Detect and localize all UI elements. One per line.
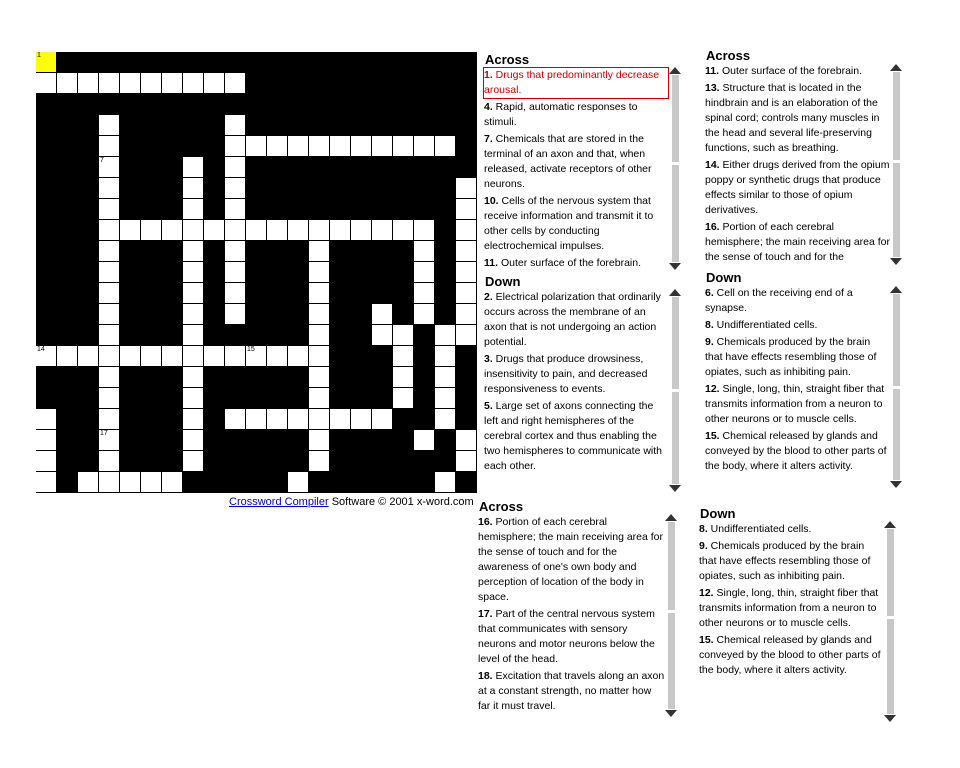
grid-cell[interactable] [309,241,329,261]
clue-item[interactable] [483,289,669,351]
scroll-down-icon[interactable] [669,263,681,270]
scrollbar-down-2[interactable] [890,286,902,488]
clue-item[interactable] [698,585,884,632]
clue-item[interactable] [698,538,884,585]
grid-cell[interactable] [57,346,77,366]
cell-number: 7 [100,157,104,164]
cell-number: 18 [58,472,66,479]
grid-cell[interactable] [99,241,119,261]
clue-panel-across-2 [704,48,890,265]
grid-cell[interactable] [183,241,203,261]
clue-item[interactable] [477,514,665,606]
cell-number: 8 [289,157,293,164]
grid-cell[interactable] [99,409,119,429]
grid-cell[interactable] [225,73,245,93]
grid-cell[interactable] [309,409,329,429]
grid-cell[interactable] [309,283,329,303]
footer-credit [229,496,474,508]
grid-cell[interactable] [99,472,119,492]
cell-number: 9 [394,157,398,164]
clue-panel-down-1 [483,274,669,492]
clue-number: 9. [705,336,714,348]
grid-cell[interactable] [393,325,413,345]
grid-cell[interactable] [414,262,434,282]
cell-number: 2 [100,52,104,59]
clue-number: 6. [705,287,714,299]
grid-cell[interactable] [456,241,476,261]
grid-cell[interactable] [414,430,434,450]
cell-number: 4 [205,94,209,101]
grid-cell[interactable] [456,199,476,219]
clue-number: 2. [484,291,493,303]
grid-cell[interactable] [225,178,245,198]
grid-cell[interactable] [99,451,119,471]
cell-number: 16 [205,388,213,395]
grid-cell[interactable] [183,430,203,450]
clue-text: Drugs that predominantly decrease arousal. [484,69,660,96]
grid-cell[interactable] [288,409,308,429]
grid-cell[interactable] [435,367,455,387]
clue-panel-down-3 [698,506,884,722]
grid-cell[interactable] [435,325,455,345]
grid-cell[interactable] [372,409,392,429]
grid-cell[interactable] [414,304,434,324]
clue-text: Portion of each cerebral hemisphere; the main receiving area for the sense of touch and for the awareness of one's own body and perception of location of the body in space. [478,516,664,603]
cell-number: 12 [37,304,45,311]
grid-cell[interactable] [183,178,203,198]
grid-cell[interactable] [225,409,245,429]
grid-cell[interactable] [225,346,245,366]
grid-cell[interactable] [435,409,455,429]
grid-cell[interactable] [372,136,392,156]
grid-cell[interactable] [99,136,119,156]
grid-cell[interactable] [456,283,476,303]
cell-number: 6 [436,115,440,122]
grid-cell[interactable] [120,346,140,366]
clue-item[interactable] [704,63,890,80]
grid-cell[interactable] [78,346,98,366]
grid-cell[interactable] [36,73,56,93]
panel-title: Down [700,506,736,521]
clue-text: Cells of the nervous system that receive information and transmit it to other cells by conducting electrochemical impulses. [484,195,654,252]
clue-item[interactable] [704,317,890,334]
clue-item[interactable] [704,157,890,219]
clue-number: 16. [705,221,720,233]
cell-number: 17 [100,430,108,437]
panel-title: Across [706,48,751,63]
grid-cell[interactable] [78,73,98,93]
grid-cell[interactable] [99,178,119,198]
grid-cell[interactable] [372,325,392,345]
grid-cell[interactable] [204,346,224,366]
footer-text: Software © 2001 x-word.com [328,496,474,508]
grid-cell[interactable] [456,325,476,345]
grid-cell[interactable] [246,136,266,156]
grid-cell[interactable] [309,325,329,345]
grid-cell[interactable] [141,220,161,240]
grid-cell[interactable] [141,346,161,366]
grid-cell[interactable] [330,220,350,240]
grid-cell[interactable] [456,430,476,450]
grid-cell[interactable] [99,220,119,240]
scrollbar-down-3[interactable] [884,521,896,722]
clue-number: 15. [705,430,720,442]
grid-cell[interactable] [225,157,245,177]
grid-cell[interactable] [36,472,56,492]
grid-cell[interactable] [435,136,455,156]
clue-number: 14. [705,159,720,171]
grid-cell[interactable] [99,367,119,387]
scroll-up-icon[interactable] [890,64,902,71]
grid-cell[interactable] [372,220,392,240]
clue-item[interactable] [704,285,890,317]
grid-cell[interactable] [141,73,161,93]
clue-number: 12. [699,587,714,599]
grid-cell[interactable] [204,220,224,240]
grid-cell[interactable] [120,472,140,492]
grid-cell[interactable] [456,220,476,240]
grid-cell[interactable] [351,220,371,240]
clue-number: 12. [705,383,720,395]
grid-cell[interactable] [435,346,455,366]
clue-text: Excitation that travels along an axon at a constant strength, no matter how far it must travel. [478,670,665,712]
clue-number: 18. [478,670,493,682]
clue-number: 10. [484,195,499,207]
grid-cell[interactable] [267,409,287,429]
grid-cell[interactable] [120,220,140,240]
clue-number: 15. [699,634,714,646]
clue-text: Chemicals that are stored in the terminal of an axon and that, when released, activate receptors of other neurons. [484,133,652,190]
clue-number: 17. [478,608,493,620]
clue-item[interactable] [698,632,884,679]
clue-number: 8. [705,319,714,331]
scroll-down-icon[interactable] [890,481,902,488]
grid-cell[interactable] [309,451,329,471]
clue-number: 16. [478,516,493,528]
scroll-up-icon[interactable] [669,67,681,74]
grid-cell[interactable] [414,136,434,156]
clue-text: Rapid, automatic responses to stimuli. [484,101,638,128]
clue-item[interactable] [483,131,669,193]
grid-cell[interactable] [120,73,140,93]
grid-cell[interactable] [183,283,203,303]
clue-item[interactable] [483,99,669,131]
clue-number: 7. [484,133,493,145]
grid-cell[interactable] [99,346,119,366]
grid-cell[interactable] [309,220,329,240]
grid-cell[interactable] [393,388,413,408]
clue-number: 4. [484,101,493,113]
scroll-up-icon[interactable] [665,514,677,521]
crossword-grid[interactable] [36,52,477,493]
clue-text: Structure that is located in the hindbrain and is an elaboration of the spinal cord; controls many muscles in the head and several life-preserving functions, such as breathing. [705,82,880,154]
scrollbar-down-1[interactable] [669,289,681,492]
cell-number: 1 [37,52,41,59]
clue-text: Undifferentiated cells. [713,319,818,331]
clue-number: 13. [705,82,720,94]
grid-cell[interactable] [288,220,308,240]
clue-number: 11. [484,257,499,269]
clue-text: Large set of axons connecting the left and right hemispheres of the cerebral cortex and thus enabling the two hemispheres to communicate with each other. [484,400,662,472]
scroll-up-icon[interactable] [884,521,896,528]
clue-item[interactable] [483,255,669,270]
panel-title: Across [479,499,524,514]
clue-text: Part of the central nervous system that communicates with sensory neurons and motor neurons below the level of the head. [478,608,655,665]
grid-cell[interactable] [393,220,413,240]
grid-cell[interactable] [288,472,308,492]
grid-cell[interactable] [309,262,329,282]
clue-number: 11. [705,65,720,77]
cell-number: 13 [205,304,213,311]
grid-cell[interactable] [414,220,434,240]
clue-item[interactable] [704,219,890,265]
clue-number: 1. [484,69,493,81]
grid-cell[interactable] [267,220,287,240]
grid-cell[interactable] [141,472,161,492]
grid-cell[interactable] [225,262,245,282]
clue-panel-across-3 [477,499,665,717]
cell-number: 3 [205,52,209,59]
clue-text: Portion of each cerebral hemisphere; the main receiving area for the sense of touch and for the [705,221,890,263]
grid-cell[interactable] [99,115,119,135]
grid-cell[interactable] [183,262,203,282]
grid-cell[interactable] [393,136,413,156]
grid-cell[interactable] [225,241,245,261]
grid-cell[interactable] [225,115,245,135]
grid-cell[interactable] [225,220,245,240]
grid-cell[interactable] [309,367,329,387]
scroll-up-icon[interactable] [890,286,902,293]
grid-cell[interactable] [57,73,77,93]
clue-item[interactable] [704,381,890,428]
grid-cell[interactable] [225,304,245,324]
grid-cell[interactable] [78,472,98,492]
grid-cell[interactable] [183,388,203,408]
grid-cell[interactable] [330,136,350,156]
grid-cell[interactable] [36,493,56,513]
clue-panel-across-1 [483,52,669,270]
grid-cell[interactable] [183,367,203,387]
clue-panel-down-2 [704,270,890,488]
grid-cell[interactable] [99,304,119,324]
grid-cell[interactable] [246,220,266,240]
clue-item[interactable] [483,67,669,99]
grid-cell[interactable] [162,73,182,93]
grid-cell[interactable] [435,388,455,408]
clue-text: Single, long, thin, straight fiber that transmits information from a neuron to other neurons or to muscle cells. [705,383,885,425]
grid-cell[interactable] [435,472,455,492]
grid-cell[interactable] [456,178,476,198]
grid-cell[interactable] [204,73,224,93]
clue-item[interactable] [483,351,669,398]
crossword-compiler-link[interactable]: Crossword Compiler [229,496,329,508]
scrollbar-across-2[interactable] [890,64,902,265]
grid-cell[interactable] [99,262,119,282]
clue-number: 5. [484,400,493,412]
panel-title: Down [485,274,521,289]
grid-cell[interactable] [225,136,245,156]
grid-cell[interactable] [99,73,119,93]
grid-cell[interactable] [393,367,413,387]
grid-cell[interactable] [414,241,434,261]
grid-cell[interactable] [267,346,287,366]
grid-cell[interactable] [309,388,329,408]
grid-cell[interactable] [183,304,203,324]
clue-number: 9. [699,540,708,552]
clue-text: Drugs that produce drowsiness, insensitivity to pain, and decreased responsiveness to events. [484,353,648,395]
grid-cell[interactable] [288,346,308,366]
grid-cell[interactable] [372,304,392,324]
grid-cell[interactable] [36,451,56,471]
cell-number: 11 [37,262,45,269]
grid-cell[interactable] [183,73,203,93]
grid-cell[interactable] [330,409,350,429]
cell-number: 5 [163,115,167,122]
grid-cell[interactable] [162,472,182,492]
clue-item[interactable] [483,193,669,255]
scrollbar-across-1[interactable] [669,67,681,270]
grid-cell[interactable] [162,220,182,240]
grid-cell[interactable] [309,136,329,156]
clue-number: 3. [484,353,493,365]
clue-item[interactable] [704,80,890,157]
grid-cell[interactable] [183,409,203,429]
grid-cell[interactable] [309,430,329,450]
scroll-down-icon[interactable] [665,710,677,717]
grid-cell[interactable] [456,451,476,471]
grid-cell[interactable] [183,199,203,219]
grid-cell[interactable] [99,199,119,219]
grid-cell[interactable] [183,325,203,345]
grid-cell[interactable] [414,283,434,303]
grid-cell[interactable] [36,409,56,429]
clue-item[interactable] [698,521,884,538]
grid-cell[interactable] [183,157,203,177]
clue-item[interactable] [477,606,665,668]
grid-cell[interactable] [99,325,119,345]
clue-text: Outer surface of the forebrain. [498,257,642,269]
clue-text: Chemical released by glands and conveyed by the blood to other parts of the body, where it alters activity. [705,430,887,472]
clue-text: Outer surface of the forebrain. [719,65,863,77]
scrollbar-across-3[interactable] [665,514,677,717]
grid-cell[interactable] [351,136,371,156]
grid-cell[interactable] [246,409,266,429]
clue-item[interactable] [704,428,890,475]
grid-cell[interactable] [456,304,476,324]
grid-cell[interactable] [162,346,182,366]
grid-cell[interactable] [456,262,476,282]
grid-cell[interactable] [99,388,119,408]
clue-text: Chemicals produced by the brain that have effects resembling those of opiates, such as inhibiting pain. [699,540,871,582]
panel-title: Across [485,52,530,67]
grid-cell[interactable] [288,136,308,156]
clue-number: 8. [699,523,708,535]
cell-number: 15 [247,346,255,353]
grid-cell[interactable] [183,346,203,366]
clue-item[interactable] [483,398,669,475]
clue-text: Electrical polarization that ordinarily occurs across the membrane of an axon that is not undergoing an action potential. [484,291,661,348]
grid-cell[interactable] [309,346,329,366]
grid-cell[interactable] [99,283,119,303]
clue-text: Chemicals produced by the brain that have effects resembling those of opiates, such as inhibiting pain. [705,336,877,378]
grid-cell[interactable] [183,220,203,240]
panel-title: Down [706,270,742,285]
clue-item[interactable] [477,668,665,715]
cell-number: 10 [331,241,339,248]
grid-cell[interactable] [267,136,287,156]
clue-item[interactable] [704,334,890,381]
cell-number: 14 [37,346,45,353]
grid-cell[interactable] [183,451,203,471]
scroll-down-icon[interactable] [884,715,896,722]
grid-cell[interactable] [309,304,329,324]
clue-text: Undifferentiated cells. [707,523,812,535]
clue-text: Either drugs derived from the opium poppy or synthetic drugs that produce effects similar to those of opium derivatives. [705,159,890,216]
grid-cell[interactable] [225,199,245,219]
clue-text: Chemical released by glands and conveyed by the blood to other parts of the body, where it alters activity. [699,634,881,676]
scroll-down-icon[interactable] [890,258,902,265]
scroll-up-icon[interactable] [669,289,681,296]
grid-cell[interactable] [393,346,413,366]
grid-cell[interactable] [36,430,56,450]
scroll-down-icon[interactable] [669,485,681,492]
grid-cell[interactable] [351,409,371,429]
clue-text: Cell on the receiving end of a synapse. [705,287,853,314]
clue-text: Single, long, thin, straight fiber that transmits information from a neuron to other neurons or to muscle cells. [699,587,879,629]
grid-cell[interactable] [225,283,245,303]
